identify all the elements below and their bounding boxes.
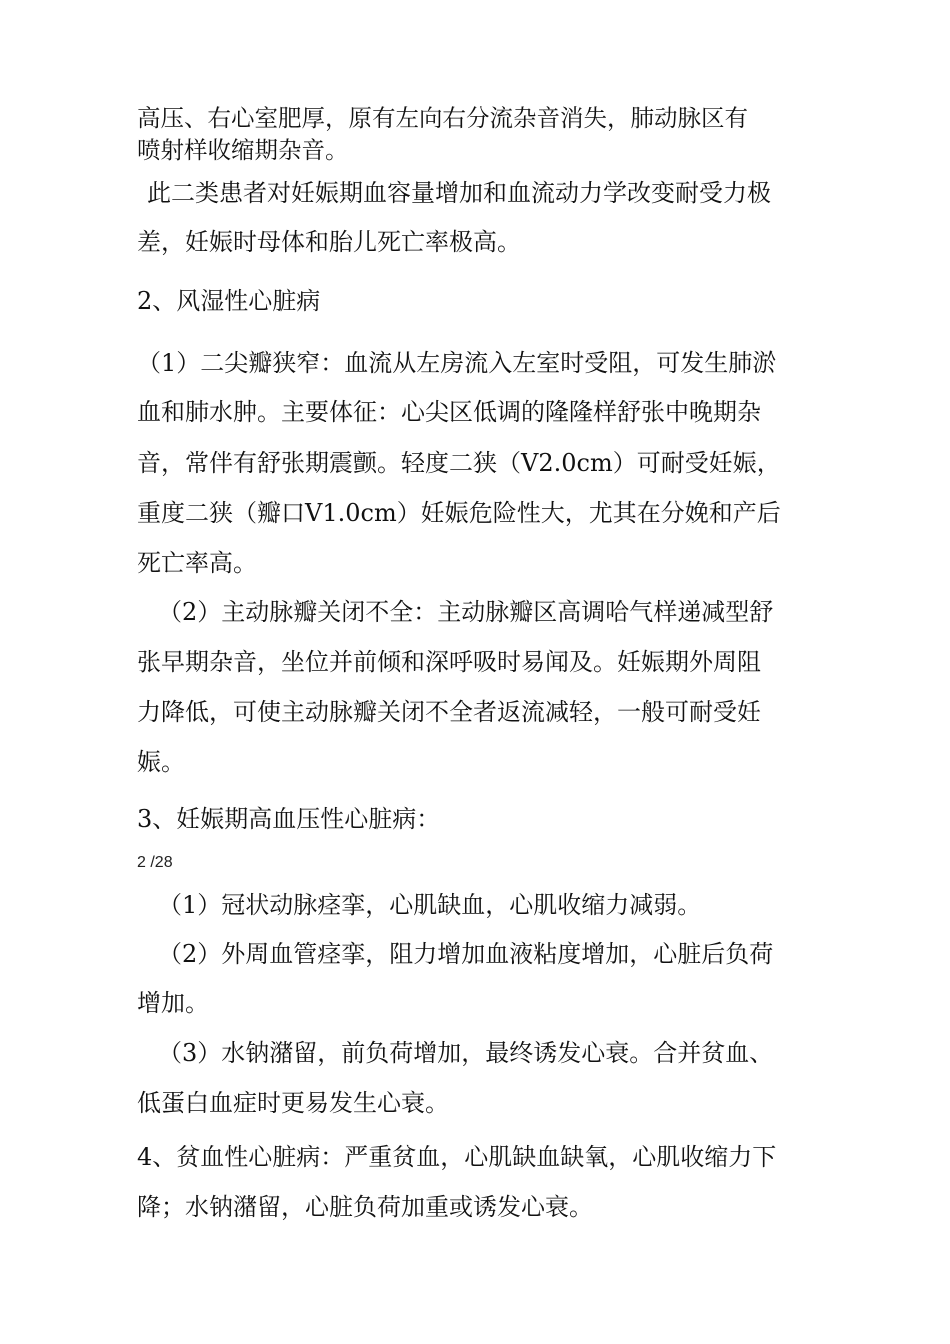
text-line: 重度二狭（瓣口V1.0cm）妊娠危险性大，尤其在分娩和产后: [137, 499, 781, 527]
text-line: 血和肺水肿。主要体征：心尖区低调的隆隆样舒张中晚期杂: [137, 398, 761, 426]
text-line: 死亡率高。: [137, 549, 257, 577]
page-number: 2 /28: [137, 854, 173, 871]
text-line: 降；水钠潴留，心脏负荷加重或诱发心衰。: [137, 1193, 593, 1221]
section-heading: 2、风湿性心脏病: [137, 287, 321, 315]
text-line: 娠。: [137, 748, 185, 776]
text-line: （3）水钠潴留，前负荷增加，最终诱发心衰。合并贫血、: [158, 1039, 774, 1067]
text-line: （2）外周血管痉挛，阻力增加血液粘度增加，心脏后负荷: [158, 940, 774, 968]
text-line: 喷射样收缩期杂音。: [137, 136, 349, 164]
text-line: （2）主动脉瓣关闭不全：主动脉瓣区高调哈气样递减型舒: [158, 598, 774, 626]
text-line: 力降低，可使主动脉瓣关闭不全者返流减轻，一般可耐受妊: [137, 698, 761, 726]
text-line: 音，常伴有舒张期震颤。轻度二狭（V2.0cm）可耐受妊娠，: [137, 449, 781, 477]
text-line: 此二类患者对妊娠期血容量增加和血流动力学改变耐受力极: [147, 179, 771, 207]
text-line: 增加。: [137, 989, 209, 1017]
section-heading: 4、贫血性心脏病：严重贫血，心肌缺血缺氧，心肌收缩力下: [137, 1143, 777, 1171]
section-heading: 3、妊娠期高血压性心脏病：: [137, 805, 441, 833]
text-line: （1）二尖瓣狭窄：血流从左房流入左室时受阻，可发生肺淤: [137, 349, 777, 377]
text-line: 差，妊娠时母体和胎儿死亡率极高。: [137, 228, 521, 256]
text-line: （1）冠状动脉痉挛，心肌缺血，心肌收缩力减弱。: [158, 891, 702, 919]
text-line: 张早期杂音，坐位并前倾和深呼吸时易闻及。妊娠期外周阻: [137, 648, 761, 676]
text-line: 低蛋白血症时更易发生心衰。: [137, 1089, 449, 1117]
text-line: 高压、右心室肥厚，原有左向右分流杂音消失，肺动脉区有: [137, 104, 748, 132]
